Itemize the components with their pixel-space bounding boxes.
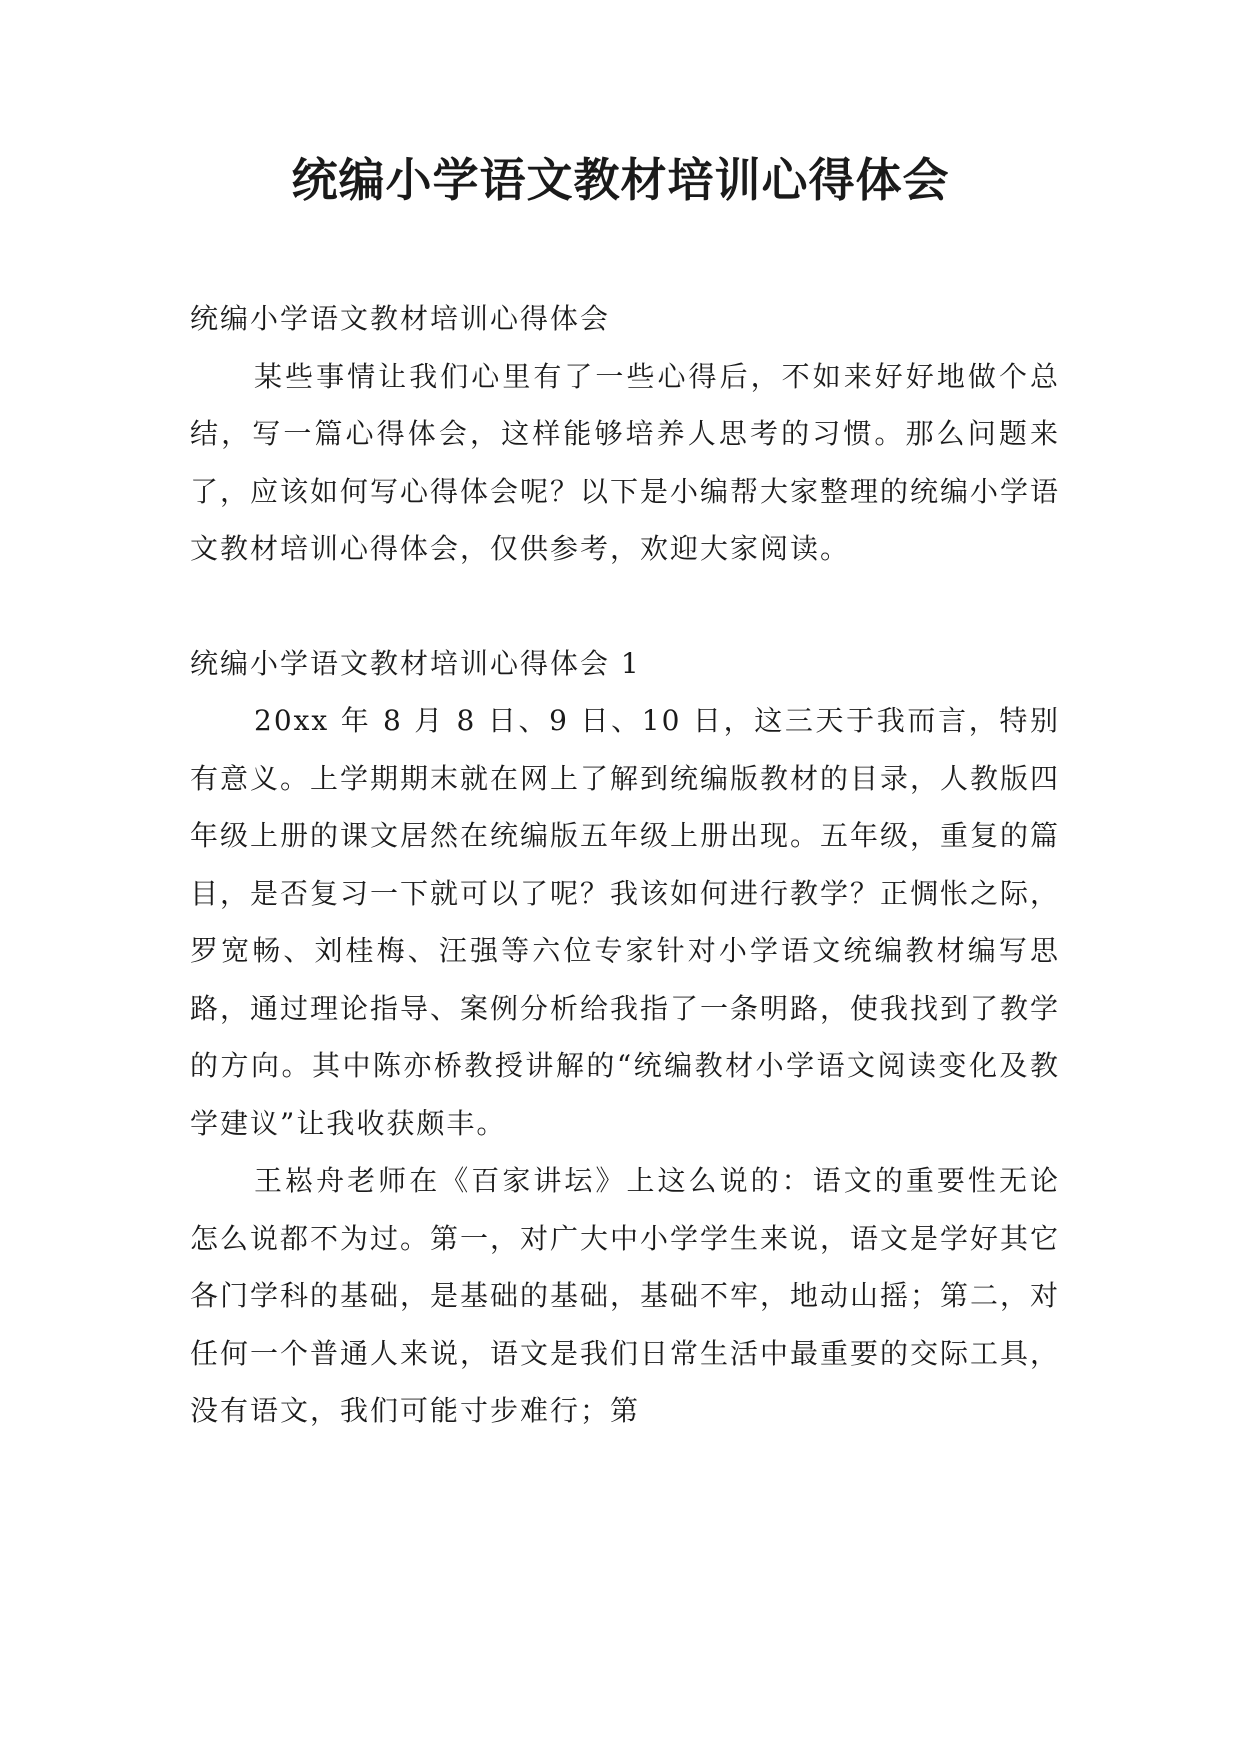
document-title: 统编小学语文教材培训心得体会 [291,153,950,207]
document-body [190,290,1060,1440]
section-1-paragraph-2: 王崧舟老师在《百家讲坛》上这么说的：语文的重要性无论怎么说都不为过。第一，对广大中小学学生来说，语文是学好其它各门学科的基础，是基础的基础，基础不牢，地动山摇；第二，对任何一个普通人来说，语文是我们日常生活中最重要的交际工具，没有语文，我们可能寸步难行；第 [190,1164,1061,1427]
section-1-paragraph-1: 20xx 年 8 月 8 日、9 日、10 日，这三天于我而言，特别有意义。上学期期末就在网上了解到统编版教材的目录，人教版四年级上册的课文居然在统编版五年级上册出现。五年级，重复的篇目，是否复习一下就可以了呢？我该如何进行教学？正惆怅之际，罗宽畅、刘桂梅、汪强等六位专家针对小学语文统编教材编写思路，通过理论指导、案例分析给我指了一条明路，使我找到了教学的方向。其中陈亦桥教授讲解的“统编教材小学语文阅读变化及教学建议”让我收获颇丰。 [190,704,1061,1140]
section-spacer [190,578,1060,635]
intro-paragraph: 某些事情让我们心里有了一些心得后，不如来好好地做个总结，写一篇心得体会，这样能够培养人思考的习惯。那么问题来了，应该如何写心得体会呢？以下是小编帮大家整理的统编小学语文教材培训心得体会，仅供参考，欢迎大家阅读。 [190,359,1061,565]
section-1-heading: 统编小学语文教材培训心得体会 1 [190,646,641,680]
intro-heading: 统编小学语文教材培训心得体会 [190,302,611,335]
